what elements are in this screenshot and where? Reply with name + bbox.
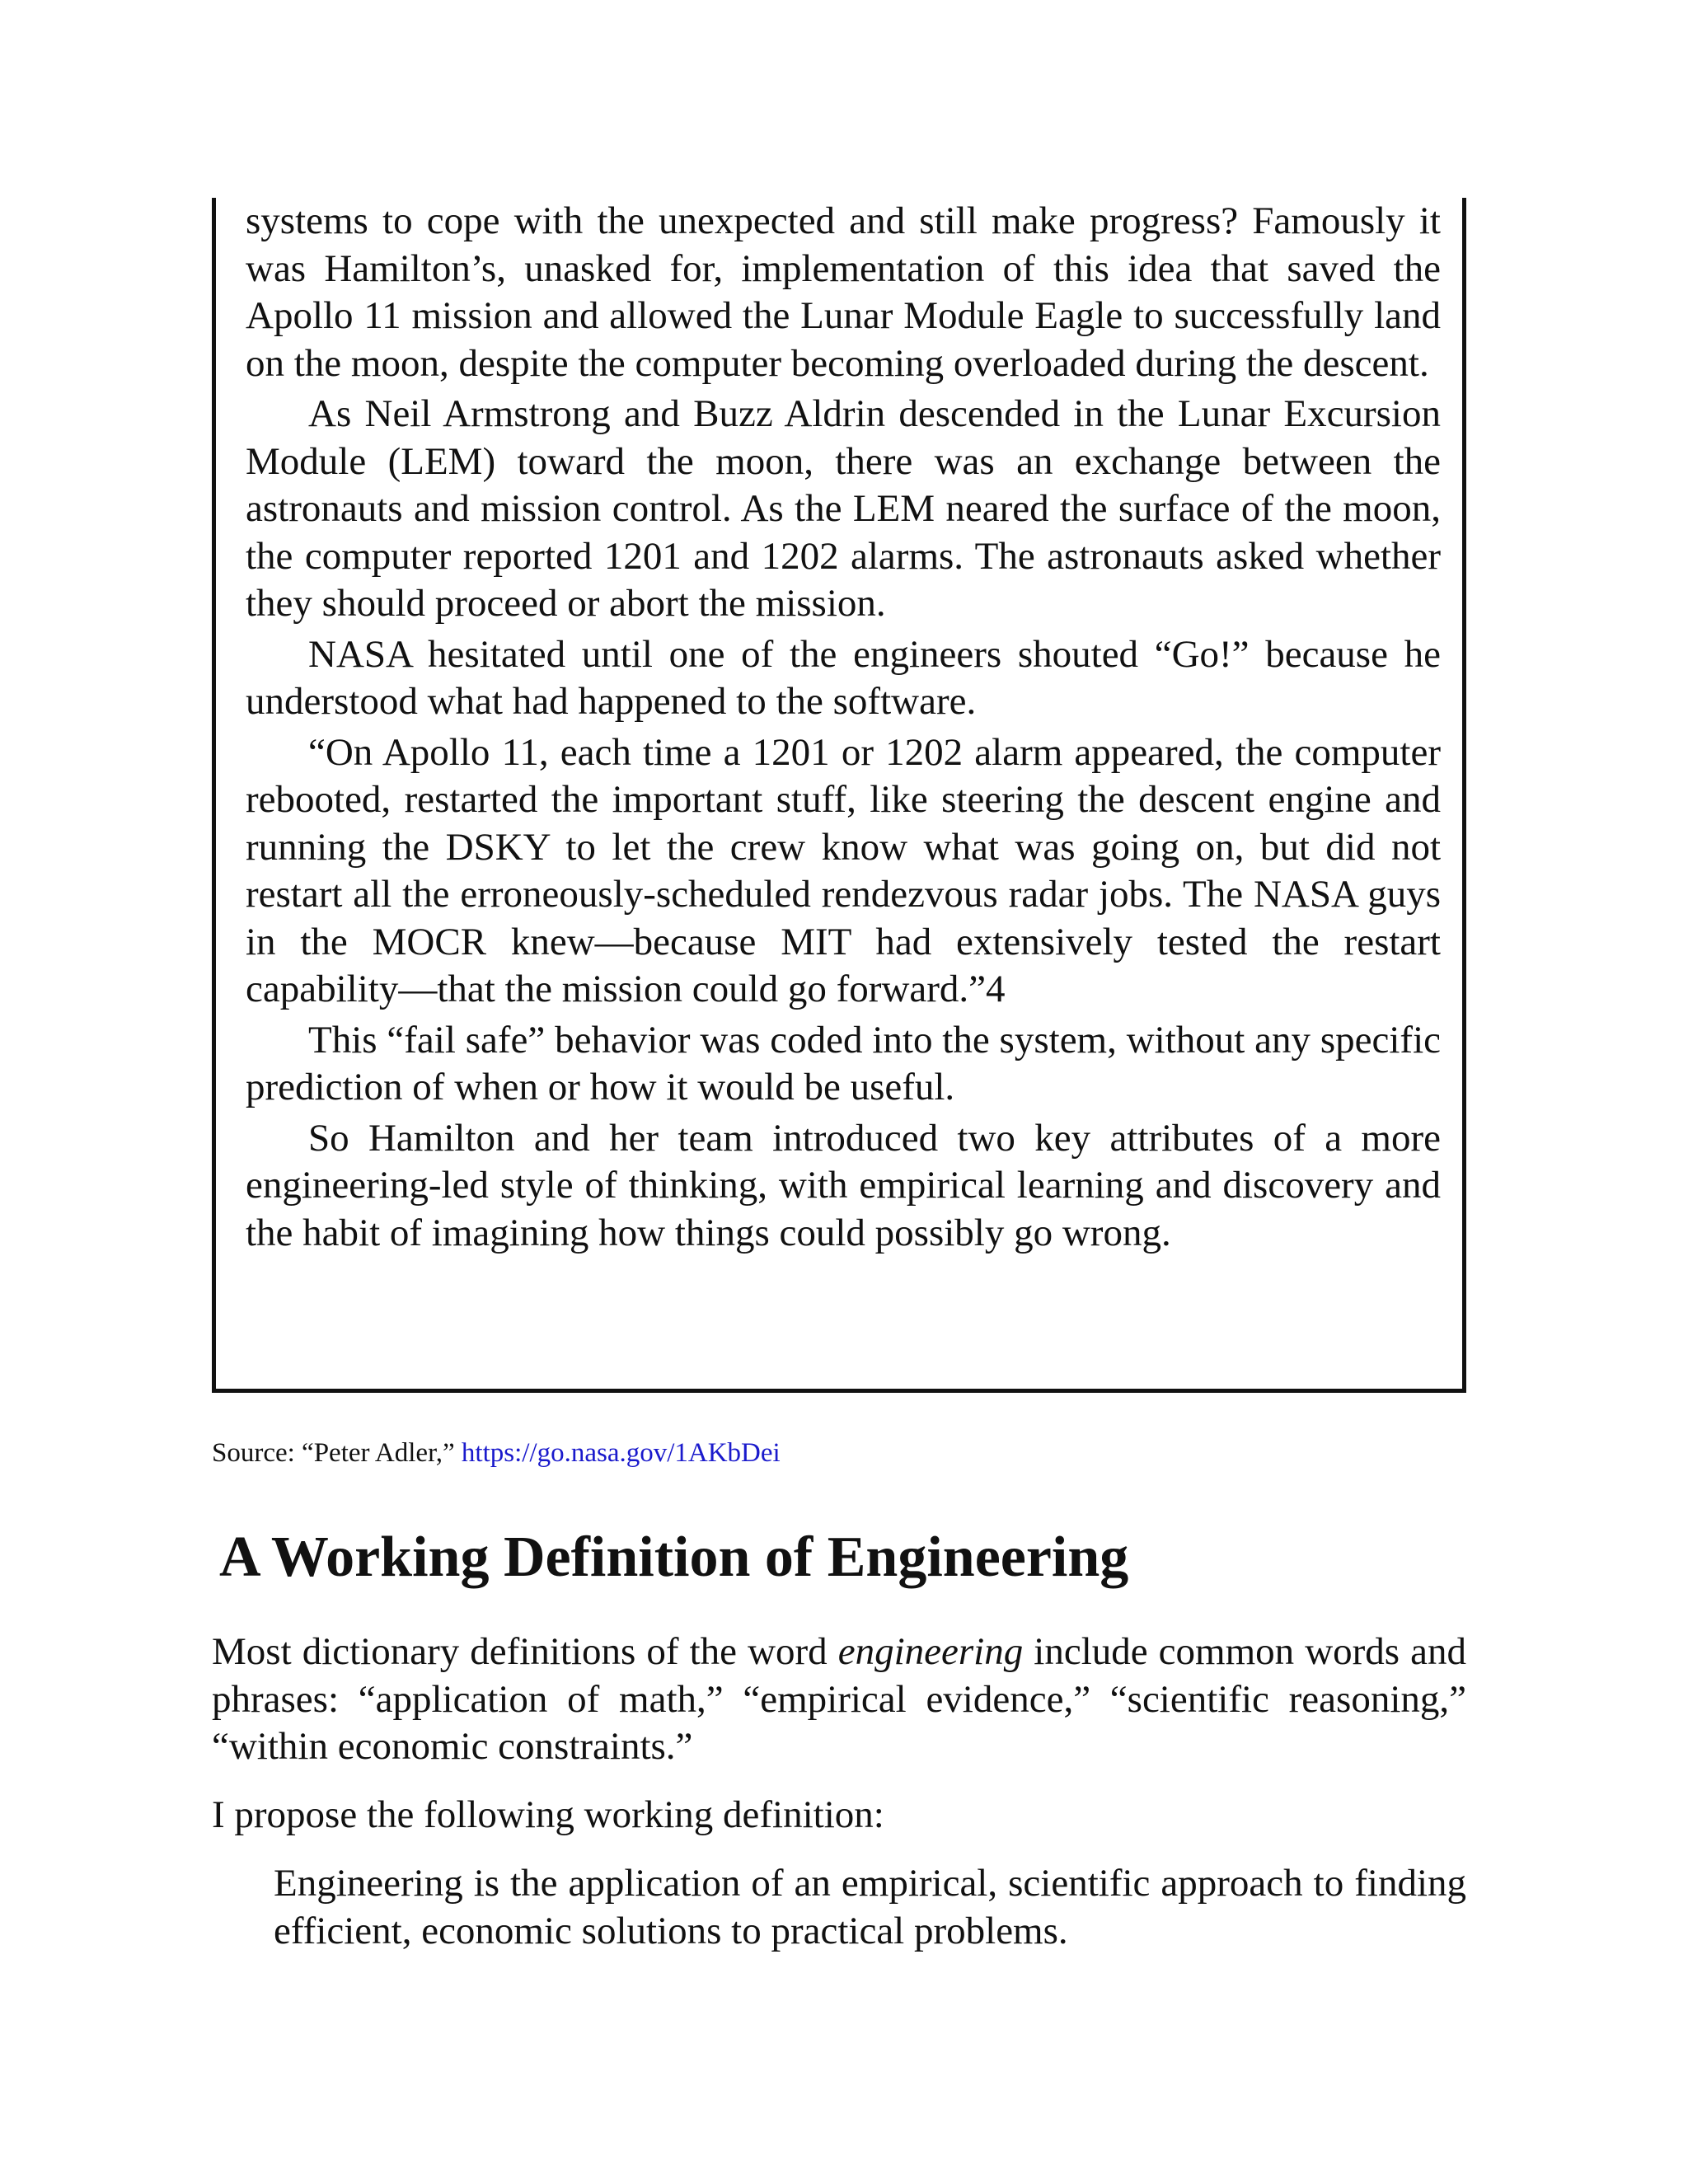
source-link[interactable]: https://go.nasa.gov/1AKbDei — [461, 1438, 781, 1468]
sidebar-paragraph-1: systems to cope with the unexpected and still make progress? Famously it was Hamilton’s, unasked for, implementation of this idea that saved the Apollo 11 mission and allowed the Lunar Module Eagle to successfully land on the moon, despite the computer becoming overloaded during the descent. — [246, 199, 1441, 385]
sidebar-paragraph-2: As Neil Armstrong and Buzz Aldrin descended in the Lunar Excursion Module (LEM) toward the moon, there was an exchange between the astronauts and mission control. As the LEM neared the surface of the moon, the computer reported 1201 and 1202 alarms. The astronauts asked whether they should proceed or abort the mission. — [246, 392, 1441, 625]
sidebar-paragraph-6: So Hamilton and her team introduced two key attributes of a more engineering-led style of thinking, with empirical learning and discovery and the habit of imagining how things could possibly go wrong. — [246, 1116, 1441, 1254]
proposal-paragraph: I propose the following working definition: — [212, 1793, 884, 1836]
source-citation — [212, 1436, 781, 1469]
sidebar-paragraph-3: NASA hesitated until one of the engineers shouted “Go!” because he understood what had happened to the software. — [246, 632, 1441, 723]
sidebar-paragraph-4: “On Apollo 11, each time a 1201 or 1202 alarm appeared, the computer rebooted, restarted the important stuff, like steering the descent engine and running the DSKY to let the crew know what was going on, but did not restart all the erroneously-scheduled rendezvous radar jobs. The NASA guys in the MOCR knew—because MIT had extensively tested the restart capability—that the mission could go forward.”4 — [246, 730, 1441, 1010]
sidebar-box — [212, 198, 1466, 1393]
source-prefix: Source: “Peter Adler,” — [212, 1438, 462, 1468]
sidebar-paragraph-5: This “fail safe” behavior was coded into the system, without any specific prediction of when or how it would be useful. — [246, 1018, 1441, 1108]
intro-text-before: Most dictionary definitions of the word — [212, 1630, 838, 1673]
intro-emphasis: engineering — [837, 1630, 1024, 1673]
intro-text-after: include common words and phrases: “application of math,” “empirical evidence,” “scientific reasoning,” “within economic constraints.” — [212, 1630, 1466, 1768]
section-heading: A Working Definition of Engineering — [219, 1526, 1129, 1589]
definition-quote: Engineering is the application of an empirical, scientific approach to finding efficient, economic solutions to practical problems. — [274, 1862, 1466, 1952]
definition-intro-paragraph — [212, 1629, 1466, 1771]
